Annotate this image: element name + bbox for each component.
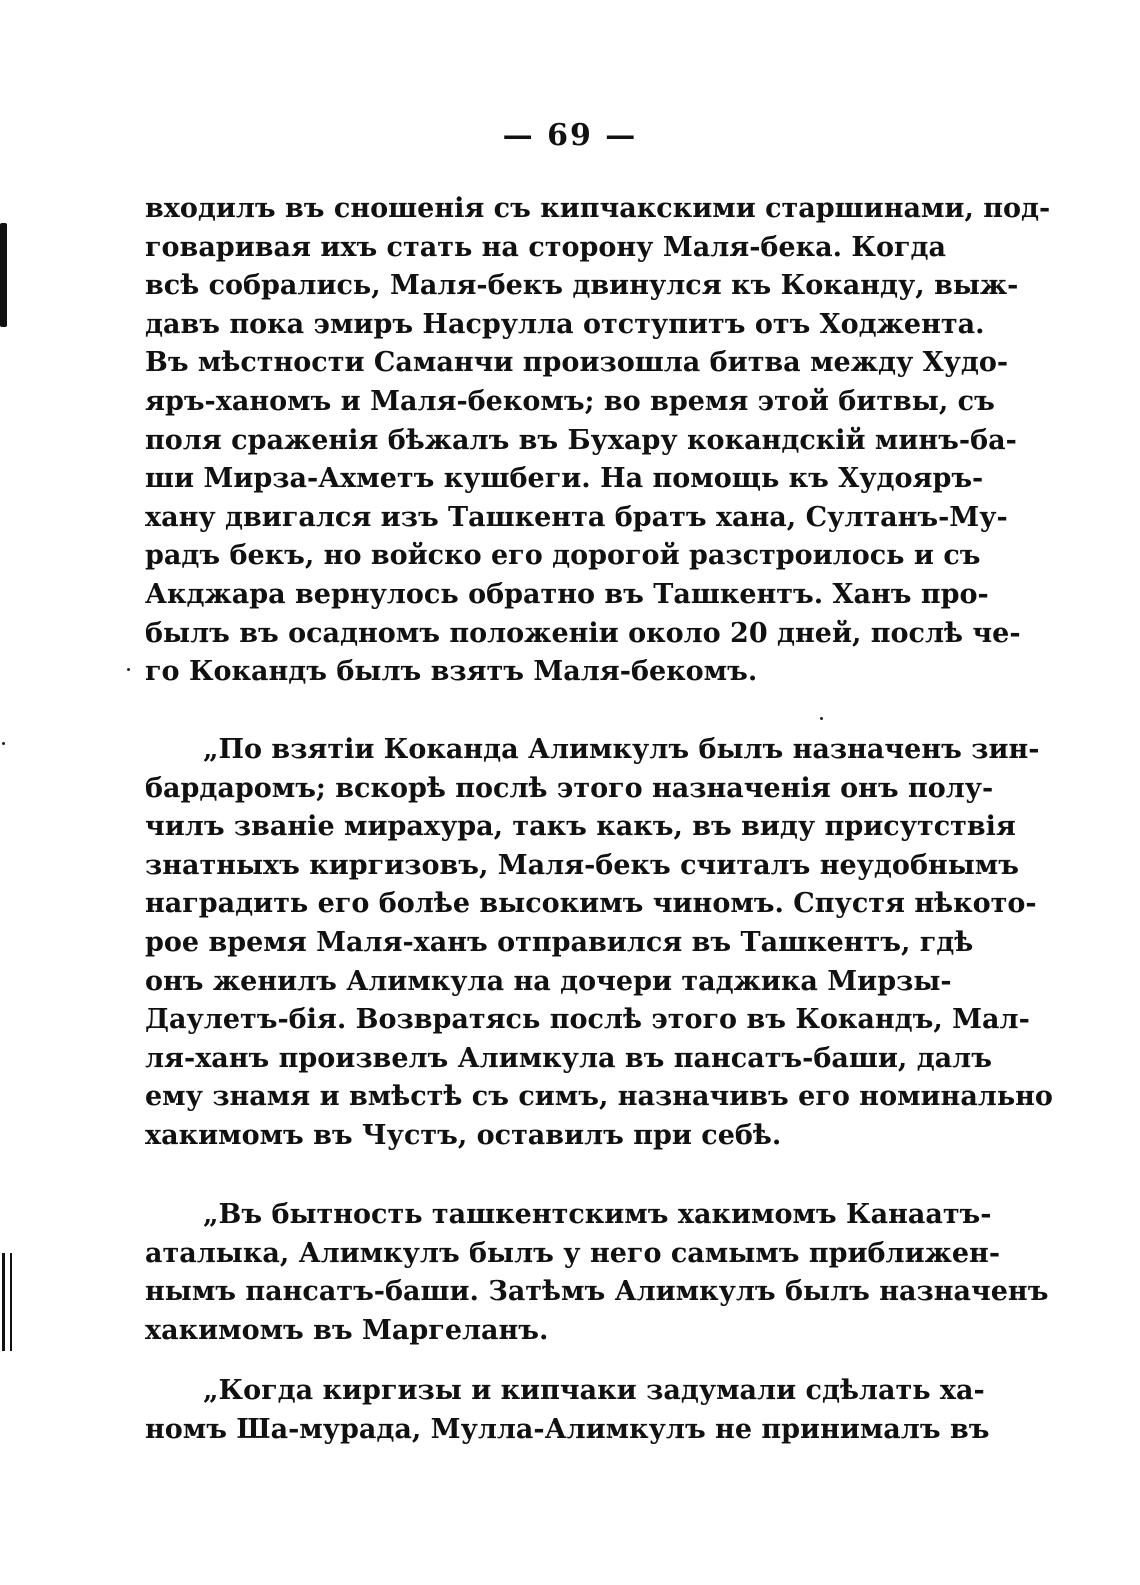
text-line: знатныхъ киргизовъ, Маля-бекъ считалъ неудобнымъ (145, 849, 1019, 881)
paragraph-2 (145, 731, 1053, 1156)
text-line: рое время Маля-ханъ отправился въ Ташкентъ, гдѣ (145, 926, 974, 958)
text-line: нымъ пансатъ-баши. Затѣмъ Алимкулъ былъ назначенъ (145, 1276, 1049, 1308)
text-line: Даулетъ-бія. Возвратясь послѣ этого въ Кокандъ, Мал- (145, 1004, 1030, 1036)
text-line: всѣ собрались, Маля-бекъ двинулся къ Коканду, выж- (145, 270, 1019, 302)
text-line: радъ бекъ, но войско его дорогой разстроилось и съ (145, 540, 981, 572)
text-line: давъ пока эмиръ Насрулла отступитъ отъ Ходжента. (145, 308, 985, 340)
scan-edge-mark-top (0, 223, 7, 327)
scan-edge-mark-bottom (2, 1253, 12, 1351)
paragraph-4 (145, 1372, 990, 1449)
text-line: „Когда киргизы и кипчаки задумали сдѣлать ха- (203, 1375, 985, 1406)
text-line: яръ-ханомъ и Маля-бекомъ; во время этой битвы, съ (145, 385, 995, 417)
text-line: наградить его болѣе высокимъ чиномъ. Спустя нѣкото- (145, 888, 1037, 920)
text-line: входилъ въ сношенія съ кипчакскими старшинами, под- (145, 193, 1051, 224)
text-line: поля сраженія бѣжалъ въ Бухару кокандскій минъ-ба- (145, 424, 1017, 456)
text-line: номъ Ша-мурада, Мулла-Алимкулъ не принималъ въ (145, 1413, 990, 1445)
paragraph-3 (145, 1196, 1049, 1350)
scan-speck (127, 668, 130, 671)
text-line: говаривая ихъ стать на сторону Маля-бека. Когда (145, 231, 946, 263)
text-line: чилъ званіе мирахура, такъ какъ, въ виду присутствія (145, 811, 1016, 843)
text-line: онъ женилъ Алимкула на дочери таджика Мирзы- (145, 965, 952, 997)
text-line: былъ въ осадномъ положеніи около 20 дней, послѣ че- (145, 617, 1021, 649)
text-line: „Въ бытность ташкентскимъ хакимомъ Канаатъ- (203, 1199, 992, 1230)
text-line: хакимомъ въ Маргеланъ. (145, 1314, 549, 1346)
text-line: аталыка, Алимкулъ былъ у него самымъ приближен- (145, 1237, 1001, 1269)
text-line: бардаромъ; вскорѣ послѣ этого назначенія онъ полу- (145, 772, 994, 804)
text-line: Акджара вернулось обратно въ Ташкентъ. Ханъ про- (145, 578, 989, 610)
text-line: „По взятіи Коканда Алимкулъ былъ назначенъ зин- (203, 734, 1040, 765)
text-line: го Кокандъ былъ взятъ Маля-бекомъ. (145, 656, 758, 688)
text-line: ему знамя и вмѣстѣ съ симъ, назначивъ его номинально (145, 1081, 1053, 1113)
paragraph-1 (145, 190, 1051, 692)
text-line: Въ мѣстности Саманчи произошла битва между Худо- (145, 347, 1009, 379)
scan-speck (2, 742, 5, 745)
text-line: ши Мирза-Ахметъ кушбеги. На помощь къ Худояръ- (145, 463, 984, 495)
page-number: — 69 — (502, 118, 638, 153)
text-line: хакимомъ въ Чустъ, оставилъ при себѣ. (145, 1119, 782, 1151)
scan-speck (820, 717, 823, 720)
text-line: хану двигался изъ Ташкента братъ хана, Султанъ-Му- (145, 501, 1008, 533)
text-line: ля-ханъ произвелъ Алимкула въ пансатъ-баши, далъ (145, 1042, 992, 1074)
